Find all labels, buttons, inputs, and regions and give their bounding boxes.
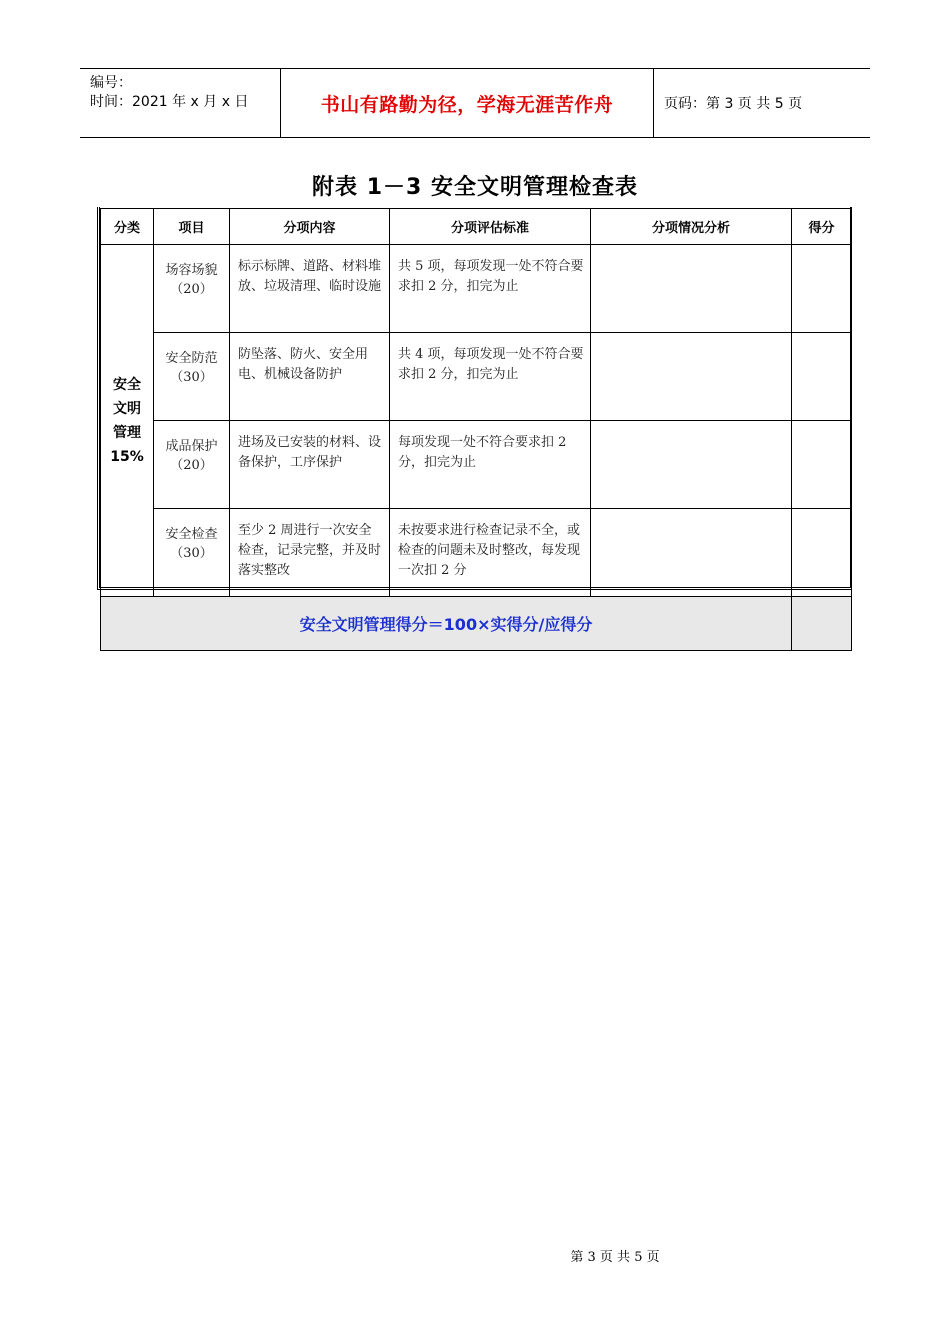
document-number-label: 编号： [90,75,132,91]
table-row [101,421,852,509]
score-cell[interactable] [792,333,852,421]
score-cell[interactable] [792,509,852,597]
table-row [101,509,852,597]
table-row [101,333,852,421]
header-score: 得分 [792,209,852,245]
header-motto-cell [281,69,654,137]
analysis-cell[interactable] [591,333,792,421]
analysis-cell[interactable] [591,509,792,597]
content-cell: 标示标牌、道路、材料堆放、垃圾清理、临时设施 [230,245,390,333]
header-meta-cell [80,69,281,137]
page-footer: 第 3 页 共 5 页 [570,1250,660,1265]
content-cell: 至少 2 周进行一次安全检查，记录完整，并及时落实整改 [230,509,390,597]
standard-cell: 共 5 项，每项发现一处不符合要求扣 2 分，扣完为止 [390,245,591,333]
score-cell[interactable] [792,245,852,333]
analysis-cell[interactable] [591,421,792,509]
header-content: 分项内容 [230,209,390,245]
standard-cell: 每项发现一处不符合要求扣 2 分，扣完为止 [390,421,591,509]
page-title: 附表 1－3 安全文明管理检查表 [312,175,638,200]
score-cell[interactable] [792,421,852,509]
category-label: 安全文明管理 15% [110,376,144,465]
table-row [101,245,852,333]
table-header-row [101,209,852,245]
inspection-table [100,208,852,651]
document-date: 时间：2021 年 x 月 x 日 [90,94,249,110]
standard-cell: 未按要求进行检查记录不全，或检查的问题未及时整改，每发现一次扣 2 分 [390,509,591,597]
formula-cell [101,597,792,651]
item-cell: 场容场貌（20） [154,245,230,333]
header-page-info: 页码：第 3 页 共 5 页 [664,96,803,112]
header-standard: 分项评估标准 [390,209,591,245]
header-motto: 书山有路勤为径，学海无涯苦作舟 [320,93,614,116]
document-header [80,68,870,138]
table-footer-row [101,597,852,651]
standard-cell: 共 4 项，每项发现一处不符合要求扣 2 分，扣完为止 [390,333,591,421]
category-cell [101,245,154,597]
item-cell: 成品保护（20） [154,421,230,509]
item-cell: 安全防范（30） [154,333,230,421]
analysis-cell[interactable] [591,245,792,333]
item-cell: 安全检查（30） [154,509,230,597]
content-cell: 进场及已安装的材料、设备保护，工序保护 [230,421,390,509]
header-item: 项目 [154,209,230,245]
score-formula: 安全文明管理得分＝100×实得分/应得分 [299,615,593,634]
total-score-cell[interactable] [792,597,852,651]
header-page-cell [654,69,870,137]
header-category: 分类 [101,209,154,245]
header-analysis: 分项情况分析 [591,209,792,245]
content-cell: 防坠落、防火、安全用电、机械设备防护 [230,333,390,421]
